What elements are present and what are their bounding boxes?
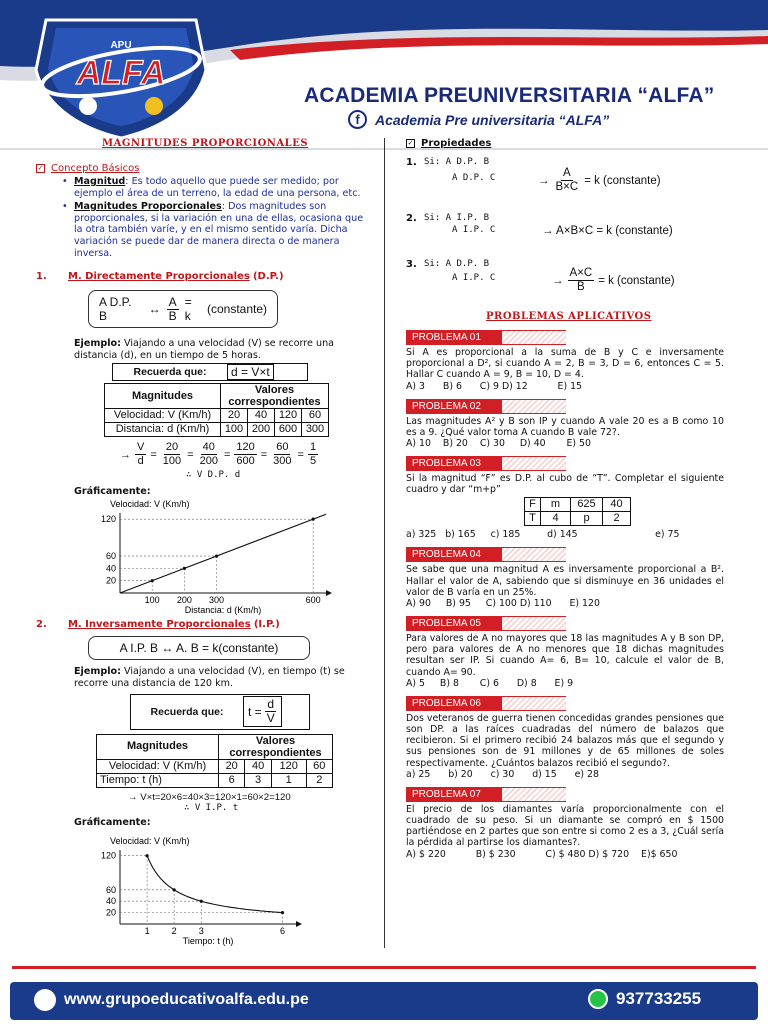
prop-number: 3. — [406, 259, 417, 270]
property-1 — [406, 157, 724, 209]
section-title: MAGNITUDES PROPORCIONALES — [102, 138, 309, 149]
x-tick-label: 600 — [305, 595, 321, 606]
y-tick-label: 120 — [100, 850, 116, 861]
property-2 — [406, 213, 724, 259]
table-cell: Tiempo: t (h) — [97, 773, 219, 787]
magnitud-label: Magnitud — [74, 176, 126, 187]
recuerda-formula: d = V×t — [227, 364, 274, 380]
problem-options: a) 325 b) 165 c) 185 d) 145 e) 75 — [406, 529, 680, 541]
header-pattern — [502, 399, 566, 414]
frac-den: 600 — [236, 455, 255, 468]
formula-right: = k (constante) — [584, 174, 661, 187]
dp-recuerda-box — [112, 363, 308, 381]
magnitud-definition — [62, 176, 366, 199]
x-axis-label: Tiempo: t (h) — [182, 935, 234, 946]
mag-prop-text: : Dos magnitudes son proporcionales, si la variación en una de ellas, ocasiona que la otra también varíe, y en el mismo sentido varía. Dicha variación se puede dar de manera directa o de manera inversa. — [74, 201, 364, 259]
table-cell: 6 — [219, 773, 245, 787]
dp-ratio-chain: → $\frac{V}{d}$ = $\frac{20}{100}$ = $\frac{40}{200}$ = $\frac{120}{600}$ = $\frac{60}{300}$ = $\frac{1}{5}$ — [120, 441, 317, 468]
header-pattern — [502, 456, 566, 471]
frac-num: 1 — [309, 441, 317, 454]
problem-01 — [406, 330, 724, 393]
x-tick-label: 3 — [198, 925, 204, 936]
ratio-frac — [271, 441, 293, 468]
prop-frac — [554, 167, 581, 194]
page-header — [0, 0, 768, 160]
table-cell: 120 — [271, 759, 306, 773]
frac-num: V — [137, 441, 145, 454]
problem-03-table — [524, 497, 631, 526]
recuerda-label: Recuerda que: — [150, 705, 224, 718]
prop-line: Si: A D.P. B — [424, 259, 490, 269]
problem-03 — [406, 456, 724, 541]
ip-line-chart — [90, 834, 310, 946]
dp-formula-note: (constante) — [206, 302, 267, 317]
header-pattern — [502, 330, 566, 345]
table-cell: 60 — [302, 409, 329, 423]
table-cell: 120 — [275, 409, 302, 423]
website-text: www.grupoeducativoalfa.edu.pe — [64, 991, 309, 1008]
problem-header — [406, 787, 566, 802]
dp-formula-left: A D.P. B — [99, 295, 132, 324]
dp-example — [74, 338, 366, 361]
problem-header — [406, 547, 566, 562]
table-row — [105, 423, 329, 437]
frac-den: B — [168, 308, 177, 323]
ratio-frac — [308, 441, 318, 468]
problem-header — [406, 456, 566, 471]
dp-line-chart — [86, 497, 346, 615]
problem-06 — [406, 696, 724, 781]
problem-text: Si A es proporcional a la suma de B y C e inversamente proporcional a D², si cuando A = 2, B = 3, D = 6, entonces C = 5. Hallar C cuando A = 9, B = 10, D = 4. — [406, 347, 724, 381]
frac-num: 60 — [276, 441, 289, 454]
header-pattern — [502, 696, 566, 711]
frac-num: d — [267, 697, 275, 712]
problem-text: Para valores de A no mayores que 18 las magnitudes A y B son DP, pero para valores de A no menores que 18 dichas magnitudes resultan ser IP. Si cuando A= 6, B= 10, calcule el valor de B, cuando A= 90. — [406, 633, 724, 678]
problem-label: PROBLEMA 03 — [406, 456, 502, 471]
table-cell: F — [525, 498, 541, 512]
table-cell: Velocidad: V (Km/h) — [97, 759, 219, 773]
concepts-heading — [36, 163, 366, 174]
problem-05 — [406, 616, 724, 690]
ip-conclusion: ∴ V I.P. t — [184, 802, 239, 813]
problem-header — [406, 399, 566, 414]
problem-label: PROBLEMA 02 — [406, 399, 502, 414]
table-header: Valores correspondientes — [221, 384, 329, 409]
problem-label: PROBLEMA 01 — [406, 330, 502, 345]
problem-text: El precio de los diamantes varía proporcionalmente con el cuadrado de su peso. Si un diamante se compró en $ 1500 partiéndose en 2 partes que son entre si como 2 es a 3, ¿Cuál sería la pérdida al partirse los diamantes?. — [406, 803, 724, 849]
footer-phone[interactable] — [588, 989, 701, 1009]
table-cell: 3 — [245, 773, 271, 787]
table-cell: 40 — [248, 409, 275, 423]
header-pattern — [502, 787, 566, 802]
table-cell: Distancia: d (Km/h) — [105, 423, 221, 437]
y-axis-label: Velocidad: V (Km/h) — [110, 499, 190, 510]
facebook-page-name: Academia Pre universitaria “ALFA” — [375, 111, 610, 128]
table-header: Valores correspondientes — [219, 734, 333, 759]
problems-title: PROBLEMAS APLICATIVOS — [486, 311, 652, 322]
table-row — [105, 409, 329, 423]
recuerda-label: Recuerda que: — [133, 366, 207, 379]
prop-line: Si: A D.P. B — [424, 157, 490, 167]
arrow-icon: → — [538, 174, 550, 187]
frac-den: B×C — [555, 181, 579, 193]
y-tick-label: 120 — [100, 514, 116, 525]
mag-prop-definition — [62, 201, 366, 259]
frac-den: 5 — [309, 455, 317, 468]
x-axis-arrow — [296, 921, 302, 927]
prop-number: 2. — [406, 213, 417, 224]
alfa-logo — [26, 10, 216, 140]
frac-num: A — [563, 167, 571, 179]
table-cell: 2 — [306, 773, 332, 787]
x-axis-arrow — [326, 590, 332, 596]
problem-options: A) 90 B) 95 C) 100 D) 110 E) 120 — [406, 598, 600, 610]
props-title: Propiedades — [421, 138, 492, 149]
table-cell: 2 — [603, 512, 631, 526]
prop-formula — [538, 167, 661, 194]
problem-text: Si la magnitud “F” es D.P. al cubo de “T”. Completar el siguiente cuadro y dar “m+p” — [406, 473, 724, 496]
whatsapp-icon — [588, 989, 608, 1009]
table-cell: 4 — [541, 512, 571, 526]
ip-abbr: (I.P.) — [253, 619, 280, 631]
y-tick-label: 60 — [105, 551, 116, 562]
problem-text: Dos veteranos de guerra tienen concedidas grandes pensiones que son DP. a las raíces cuadradas del número de balazos que recibieron. Si el primero recibió 24 balazos más que el segundo y sus pensiones son de 91 millones y de 65 millones de soles respectivamente. ¿Cuántos balazos recibió el segundo?. — [406, 712, 724, 769]
recuerda-frac — [265, 698, 277, 725]
magnitud-text: : Es todo aquello que puede ser medido; por ejemplo el área de un terreno, la edad de una persona, etc. — [74, 176, 361, 199]
example-label: Ejemplo: — [74, 666, 121, 678]
table-cell: 60 — [306, 759, 332, 773]
problem-label: PROBLEMA 07 — [406, 787, 502, 802]
frac-den: 100 — [162, 455, 182, 468]
problem-label: PROBLEMA 04 — [406, 547, 502, 562]
frac-den: d — [137, 455, 144, 468]
example-text: Viajando a una velocidad (V) se recorre una distancia (d), en un tiempo de 5 horas. — [74, 338, 335, 361]
dp-graph-label: Gráficamente: — [74, 486, 151, 498]
frac-den: B — [577, 281, 585, 293]
phone-text: 937733255 — [616, 989, 702, 1008]
problem-label: PROBLEMA 06 — [406, 696, 502, 711]
problem-text: Las magnitudes A² y B son IP y cuando A vale 20 es a B como 10 es a 9. ¿Qué valor toma A cuando B vale 72?. — [406, 415, 724, 438]
x-axis-label: Distancia: d (Km/h) — [184, 605, 262, 616]
frac-den: 300 — [273, 455, 292, 468]
dp-title: M. Directamente Proporcionales — [67, 271, 250, 283]
problem-header — [406, 696, 566, 711]
dp-table — [104, 383, 329, 437]
ip-formula: A I.P. B ↔ A. B = k(constante) — [119, 641, 279, 656]
prop-formula: → A×B×C = k (constante) — [542, 225, 673, 237]
logo-top-text: APU — [110, 40, 132, 51]
table-cell: 625 — [571, 498, 603, 512]
dp-fraction — [167, 296, 179, 323]
y-tick-label: 40 — [105, 895, 116, 906]
x-tick-label: 200 — [176, 595, 192, 606]
checkbox-icon: ✓ — [37, 163, 44, 172]
y-tick-label: 40 — [105, 563, 116, 574]
ip-recuerda-box — [130, 694, 310, 730]
problem-07 — [406, 787, 724, 861]
prop-line: A D.P. C — [452, 173, 496, 183]
ip-formula-box — [88, 636, 366, 660]
example-label: Ejemplo: — [74, 338, 121, 350]
x-tick-label: 2 — [171, 925, 177, 936]
problem-label: PROBLEMA 05 — [406, 616, 502, 631]
column-divider — [384, 138, 385, 948]
table-cell: 200 — [248, 423, 275, 437]
frac-num: 120 — [236, 441, 255, 454]
problem-options: A) $ 220 B) $ 230 C) $ 480 D) $ 720 E)$ 650 — [406, 848, 678, 860]
dp-abbr: (D.P.) — [252, 271, 284, 283]
logo-main-text: ALFA — [76, 54, 166, 92]
ratio-frac — [234, 441, 256, 468]
table-cell: p — [571, 512, 603, 526]
dp-formula-box — [88, 290, 366, 328]
problem-options: A) 10 B) 20 C) 30 D) 40 E) 50 — [406, 438, 591, 450]
facebook-icon: f — [348, 110, 367, 129]
problem-header — [406, 616, 566, 631]
problem-options: A) 5 B) 8 C) 6 D) 8 E) 9 — [406, 677, 574, 689]
table-cell: 300 — [302, 423, 329, 437]
table-row — [97, 759, 333, 773]
frac-den: V — [266, 711, 275, 726]
problem-options: a) 25 b) 20 c) 30 d) 15 e) 28 — [406, 768, 599, 780]
x-tick-label: 6 — [279, 925, 285, 936]
formula-right: = k (constante) — [598, 274, 675, 287]
table-cell: m — [541, 498, 571, 512]
recuerda-formula — [243, 696, 282, 727]
table-cell: 40 — [245, 759, 271, 773]
x-tick-label: 1 — [144, 925, 150, 936]
frac-den: 200 — [199, 455, 218, 468]
series-curve — [147, 855, 282, 912]
prop-frac — [568, 267, 595, 294]
prop-formula — [552, 267, 675, 294]
ip-graph-label: Gráficamente: — [74, 816, 151, 828]
props-heading — [406, 138, 724, 149]
checkbox-icon: ✓ — [407, 138, 414, 147]
ratio-frac — [135, 441, 146, 468]
right-column — [406, 138, 724, 861]
table-cell: 20 — [219, 759, 245, 773]
header-pattern — [502, 616, 566, 631]
table-cell: 600 — [275, 423, 302, 437]
ip-example — [74, 666, 366, 689]
table-cell: 40 — [603, 498, 631, 512]
ip-heading — [36, 619, 366, 630]
table-header: Magnitudes — [97, 734, 219, 759]
problem-text: Se sabe que una magnitud A es inversamente proporcional a B². Hallar el valor de A, sabiendo que si disminuye en 36 unidades el valor de B varía en un 25%. — [406, 564, 724, 598]
dp-conclusion: ∴ V D.P. d — [186, 470, 241, 481]
example-text: Viajando a una velocidad (V), en tiempo (t) se recorre una distancia de 120 km. — [74, 666, 345, 689]
dp-heading — [36, 271, 366, 282]
table-row — [525, 498, 631, 512]
mag-prop-label: Magnitudes Proporcionales — [74, 201, 222, 213]
table-cell: T — [525, 512, 541, 526]
bullet-icon: • — [62, 176, 68, 187]
ratio-frac — [198, 441, 220, 468]
x-tick-label: 300 — [209, 595, 225, 606]
table-cell: 20 — [221, 409, 248, 423]
y-tick-label: 20 — [105, 576, 116, 587]
problem-04 — [406, 547, 724, 610]
footer-red-line — [12, 966, 756, 969]
table-cell: 1 — [271, 773, 306, 787]
y-tick-label: 20 — [105, 907, 116, 918]
table-cell: Velocidad: V (Km/h) — [105, 409, 221, 423]
series-line — [120, 515, 326, 594]
arrow-icon: → — [552, 274, 564, 287]
dp-number: 1. — [36, 271, 47, 283]
frac-num: 20 — [165, 441, 179, 454]
x-tick-label: 100 — [144, 595, 160, 606]
prop-line: Si: A I.P. B — [424, 213, 490, 223]
ratio-frac — [161, 441, 183, 468]
facebook-row[interactable] — [348, 110, 609, 129]
frac-num: 40 — [202, 441, 215, 454]
table-cell: 100 — [221, 423, 248, 437]
prop-line: A I.P. C — [452, 225, 496, 235]
ip-number: 2. — [36, 619, 47, 631]
problem-header — [406, 330, 566, 345]
table-header: Magnitudes — [105, 384, 221, 409]
frac-num: A — [168, 294, 177, 309]
y-tick-label: 60 — [105, 884, 116, 895]
academy-title: ACADEMIA PREUNIVERSITARIA “ALFA” — [304, 84, 715, 107]
recuerda-left: t = — [248, 704, 262, 719]
ip-products: → V×t=20×6=40×3=120×1=60×2=120 — [128, 791, 291, 803]
arrow-icon: → — [120, 448, 131, 461]
left-column — [36, 138, 366, 946]
problem-options: A) 3 B) 6 C) 9 D) 12 E) 15 — [406, 380, 583, 392]
globe-icon — [34, 989, 56, 1011]
ip-table — [96, 734, 333, 788]
table-row — [97, 773, 333, 787]
bullet-icon: • — [62, 201, 68, 213]
concepts-title: Concepto Básicos — [51, 163, 140, 174]
y-axis-label: Velocidad: V (Km/h) — [110, 835, 190, 846]
dp-formula-right: = k — [184, 295, 192, 324]
double-arrow-icon: ↔ — [148, 302, 161, 317]
footer-website[interactable] — [34, 989, 309, 1011]
problem-02 — [406, 399, 724, 450]
ip-title: M. Inversamente Proporcionales — [67, 619, 251, 631]
frac-num: A×C — [569, 267, 593, 279]
property-3 — [406, 259, 724, 305]
prop-line: A I.P. C — [452, 273, 496, 283]
header-pattern — [502, 547, 566, 562]
table-row — [525, 512, 631, 526]
prop-number: 1. — [406, 157, 417, 168]
